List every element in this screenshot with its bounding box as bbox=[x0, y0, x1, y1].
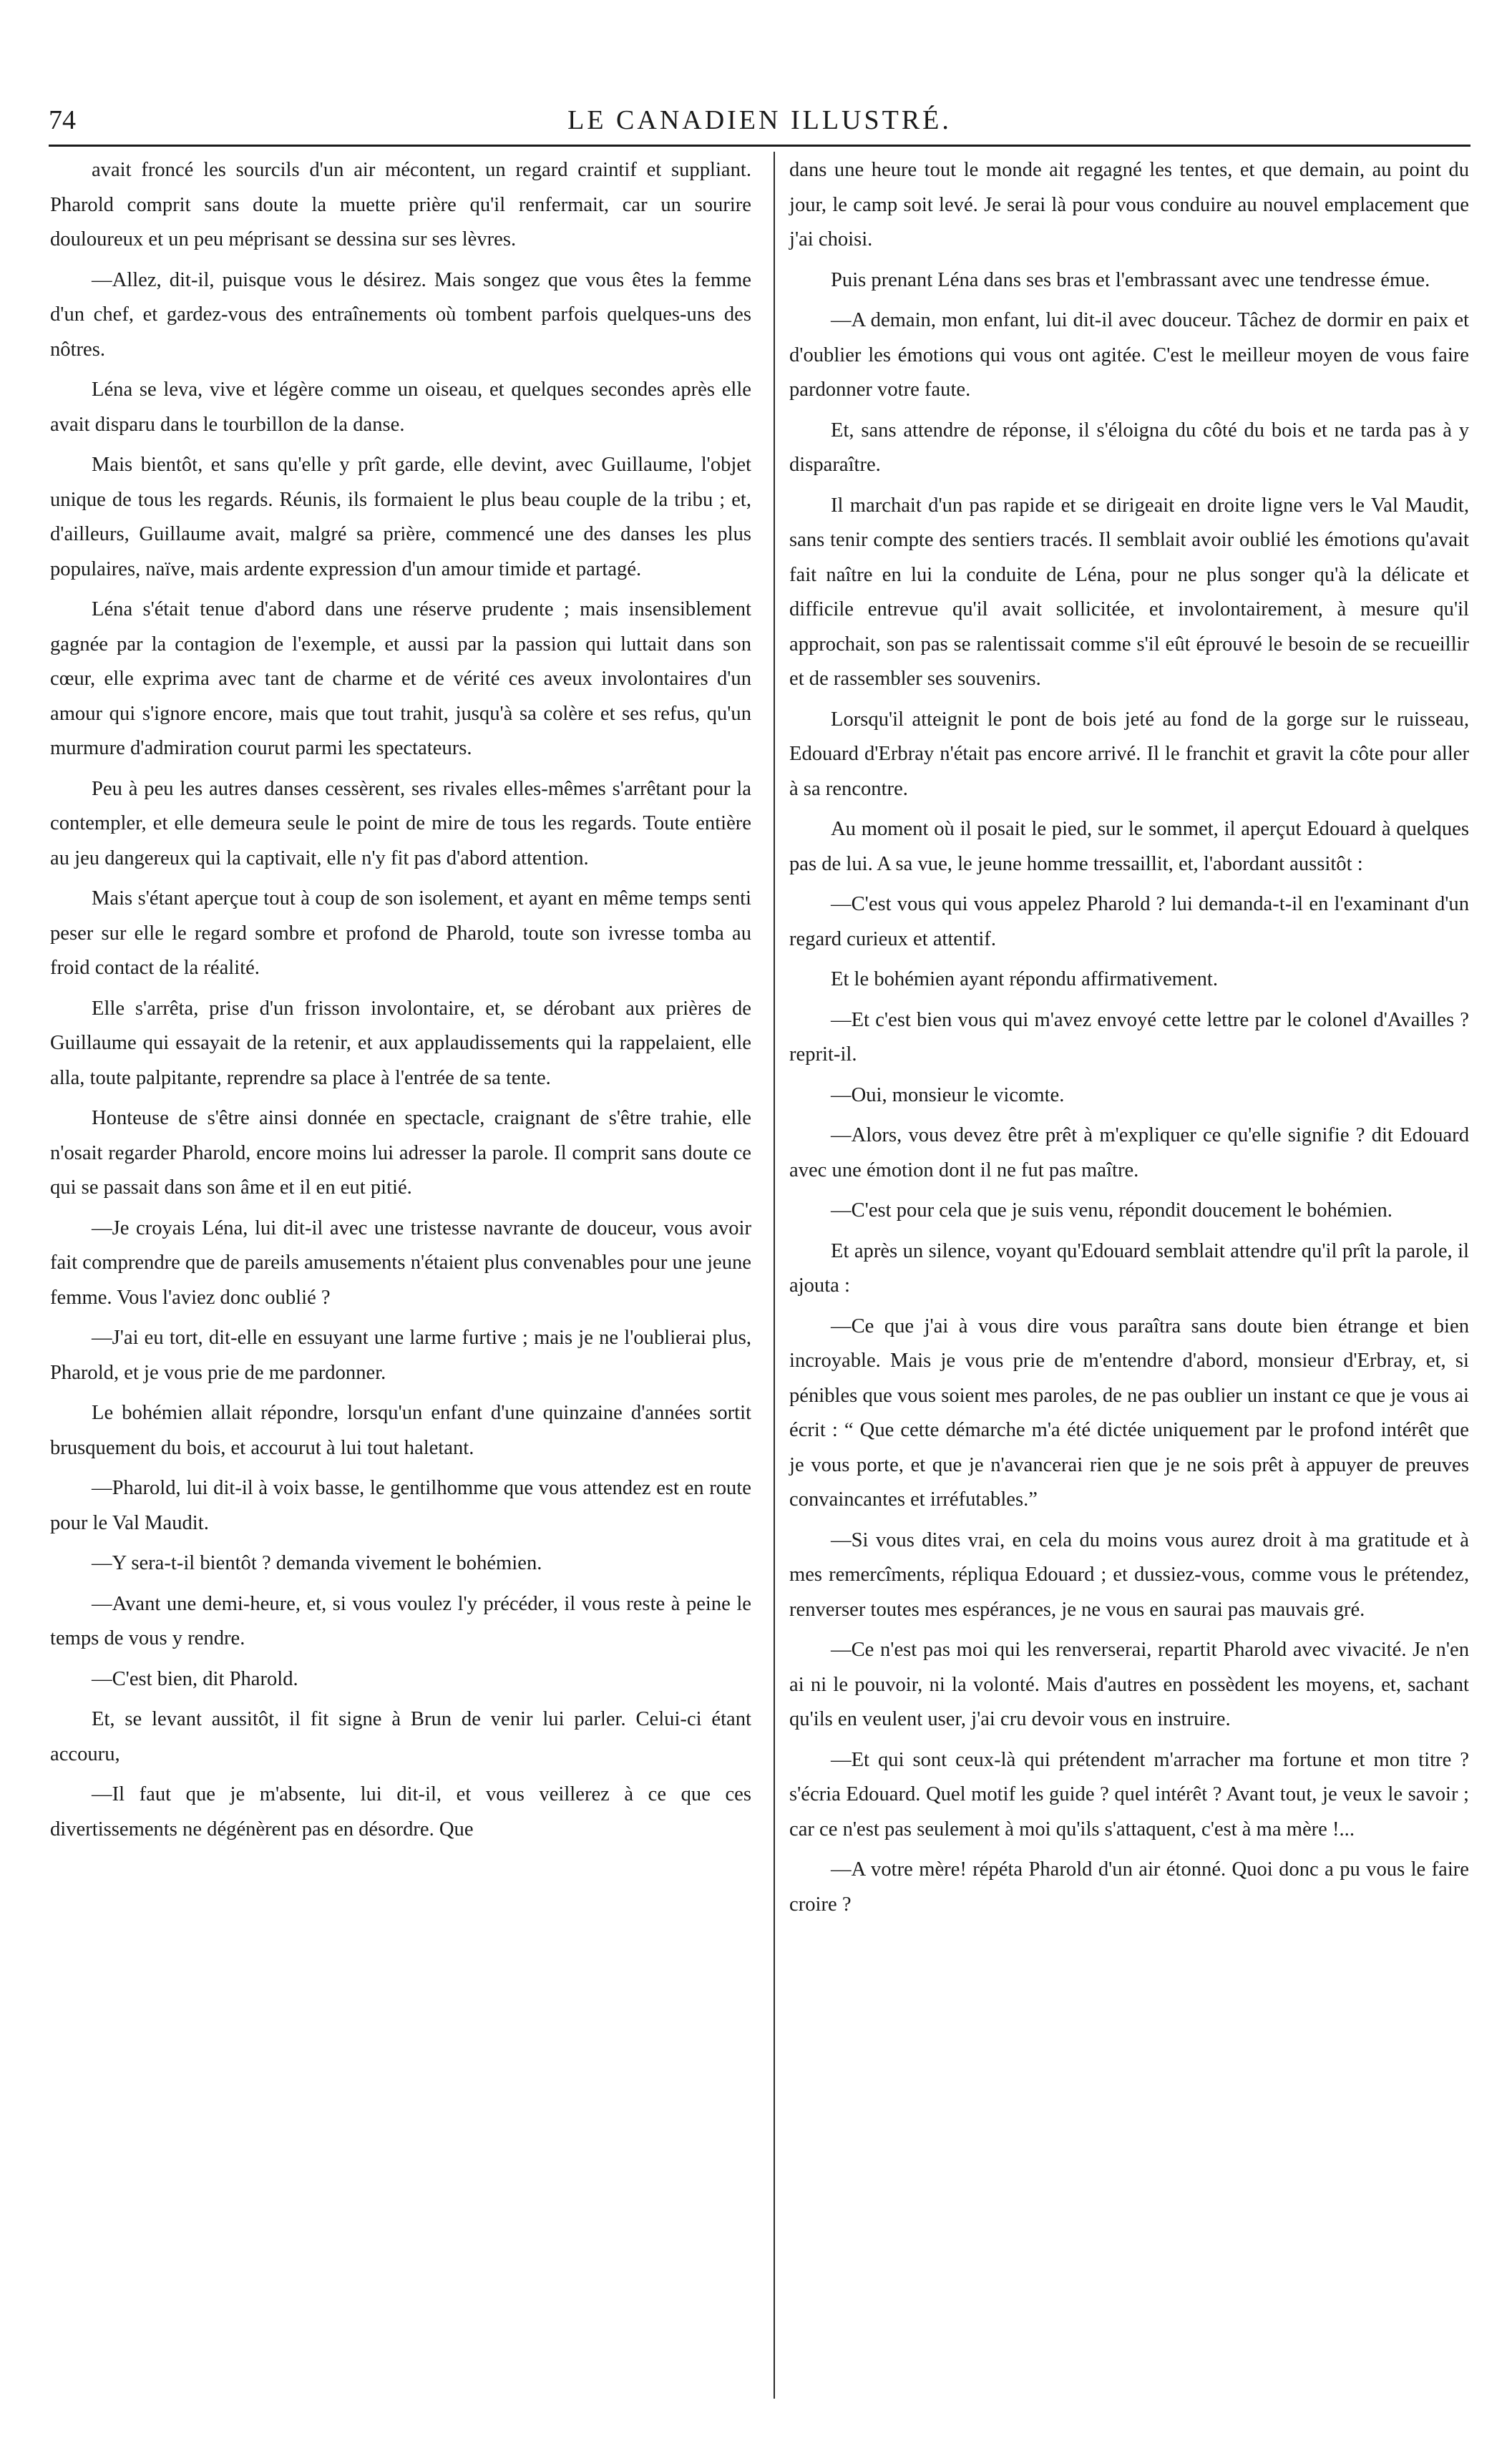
paragraph: —A votre mère! répéta Pharold d'un air étonné. Quoi donc a pu vous le faire croire ? bbox=[789, 1858, 1469, 1916]
running-title: LE CANADIEN ILLUSTRÉ. bbox=[567, 105, 952, 135]
column-divider bbox=[774, 152, 775, 2399]
paragraph: Et, sans attendre de réponse, il s'éloigna du côté du bois et ne tarda pas à y disparaître. bbox=[789, 419, 1469, 476]
paragraph: —Ce n'est pas moi qui les renverserai, repartit Pharold avec vivacité. Je n'en ai ni le pouvoir, ni la volonté. Mais d'autres en possèdent les moyens, et, sachant qu'ils en veulent user, j'ai cru devoir vous en instruire. bbox=[789, 1639, 1469, 1730]
paragraph: —Avant une demi-heure, et, si vous voulez l'y précéder, il vous reste à peine le temps de vous y rendre. bbox=[50, 1592, 751, 1649]
paragraph: Au moment où il posait le pied, sur le sommet, il aperçut Edouard à quelques pas de lui. A sa vue, le jeune homme tressaillit, et, l'abordant aussitôt : bbox=[789, 818, 1469, 875]
paragraph: Léna se leva, vive et légère comme un oiseau, et quelques secondes après elle avait disparu dans le tourbillon de la danse. bbox=[50, 379, 751, 436]
paragraph: Et, se levant aussitôt, il fit signe à Brun de venir lui parler. Celui-ci étant accouru, bbox=[50, 1708, 751, 1765]
page-number: 74 bbox=[49, 105, 76, 135]
page-header bbox=[49, 100, 1470, 147]
paragraph: —Pharold, lui dit-il à voix basse, le gentilhomme que vous attendez est en route pour le Val Maudit. bbox=[50, 1477, 751, 1534]
paragraph: Et le bohémien ayant répondu affirmativement. bbox=[831, 968, 1218, 990]
paragraph: —J'ai eu tort, dit-elle en essuyant une larme furtive ; mais je ne l'oublierai plus, Pharold, et je vous prie de me pardonner. bbox=[50, 1327, 751, 1384]
paragraph: —Oui, monsieur le vicomte. bbox=[831, 1083, 1065, 1106]
paragraph: Elle s'arrêta, prise d'un frisson involontaire, et, se dérobant aux prières de Guillaume qui essayait de la retenir, et aux applaudissements qui la rappelaient, elle alla, toute palpitante, reprendre sa place à l'entrée de sa tente. bbox=[50, 997, 751, 1089]
paragraph: Et après un silence, voyant qu'Edouard semblait attendre qu'il prît la parole, il ajouta : bbox=[789, 1239, 1469, 1297]
paragraph: —Et qui sont ceux-là qui prétendent m'arracher ma fortune et mon titre ? s'écria Edouard. Quel motif les guide ? quel intérêt ? Avant tout, je veux le savoir ; car ce n'est pas seulement à moi qu'ils s'attaquent, c'est à ma mère !... bbox=[789, 1748, 1469, 1840]
paragraph: —Ce que j'ai à vous dire vous paraîtra sans doute bien étrange et bien incroyable. Mais je vous prie de m'entendre d'abord, monsieur d'Erbray, et, si pénibles que vous soient mes paroles, de ne pas oublier un instant ce que je vous ai écrit : “ Que cette démarche m'a été dictée uniquement par le profond intérêt que je vous porte, et que je n'avancerai rien que je ne sois prêt à appuyer de preuves convaincantes et irréfutables.” bbox=[789, 1315, 1469, 1511]
paragraph: Mais s'étant aperçue tout à coup de son isolement, et ayant en même temps senti peser sur elle le regard sombre et profond de Pharold, toute son ivresse tomba au froid contact de la réalité. bbox=[50, 887, 751, 979]
paragraph: Lorsqu'il atteignit le pont de bois jeté au fond de la gorge sur le ruisseau, Edouard d'Erbray n'était pas encore arrivé. Il le franchit et gravit la côte pour aller à sa rencontre. bbox=[789, 708, 1469, 800]
paragraph: —Il faut que je m'absente, lui dit-il, et vous veillerez à ce que ces divertissements ne dégénèrent pas en désordre. Que bbox=[50, 1783, 751, 1840]
paragraph: Puis prenant Léna dans ses bras et l'embrassant avec une tendresse émue. bbox=[831, 268, 1430, 291]
paragraph: —C'est pour cela que je suis venu, répondit doucement le bohémien. bbox=[831, 1199, 1392, 1222]
paragraph: —Je croyais Léna, lui dit-il avec une tristesse navrante de douceur, vous avoir fait comprendre que de pareils amusements n'étaient plus convenables pour une jeune femme. Vous l'aviez donc oublié ? bbox=[50, 1216, 751, 1309]
paragraph: —Allez, dit-il, puisque vous le désirez. Mais songez que vous êtes la femme d'un chef, et gardez-vous des entraînements où tombent parfois quelques-uns des nôtres. bbox=[50, 268, 751, 361]
paragraph: —Et c'est bien vous qui m'avez envoyé cette lettre par le colonel d'Availles ? reprit-il. bbox=[789, 1008, 1469, 1066]
paragraph: Léna s'était tenue d'abord dans une réserve prudente ; mais insensiblement gagnée par la contagion de l'exemple, et aussi par la passion qui luttait dans son cœur, elle exprima avec tant de charme et de vérité ces aveux involontaires d'un amour qui s'ignore encore, mais que tout trahit, jusqu'à sa colère et ses refus, qu'un murmure d'admiration courut parmi les spectateurs. bbox=[50, 598, 751, 759]
paragraph: —C'est vous qui vous appelez Pharold ? lui demanda-t-il en l'examinant d'un regard curieux et attentif. bbox=[789, 893, 1469, 950]
right-column bbox=[789, 153, 1469, 1928]
paragraph: Le bohémien allait répondre, lorsqu'un enfant d'une quinzaine d'années sortit brusquement du bois, et accourut à lui tout haletant. bbox=[50, 1402, 751, 1459]
paragraph: Honteuse de s'être ainsi donnée en spectacle, craignant de s'être trahie, elle n'osait regarder Pharold, encore moins lui adresser la parole. Il comprit sans doute ce qui se passait dans son âme et il en eut pitié. bbox=[50, 1107, 751, 1199]
paragraph: dans une heure tout le monde ait regagné les tentes, et que demain, au point du jour, le camp soit levé. Je serai là pour vous conduire au nouvel emplacement que j'ai choisi. bbox=[789, 159, 1469, 250]
paragraph: —C'est bien, dit Pharold. bbox=[92, 1667, 298, 1690]
paragraph: —Y sera-t-il bientôt ? demanda vivement le bohémien. bbox=[92, 1552, 542, 1574]
paragraph: —Si vous dites vrai, en cela du moins vous aurez droit à ma gratitude et à mes remercîments, répliqua Edouard ; et dussiez-vous, comme vous le prétendez, renverser toutes mes espérances, je ne vous en saurai pas mauvais gré. bbox=[789, 1528, 1469, 1621]
paragraph: Peu à peu les autres danses cessèrent, ses rivales elles-mêmes s'arrêtant pour la contempler, et elle demeura seule le point de mire de tous les regards. Toute entière au jeu dangereux qui la captivait, elle n'y fit pas d'abord attention. bbox=[50, 777, 751, 869]
paragraph: Mais bientôt, et sans qu'elle y prît garde, elle devint, avec Guillaume, l'objet unique de tous les regards. Réunis, ils formaient le plus beau couple de la tribu ; et, d'ailleurs, Guillaume avait, malgré sa prière, commencé une des danses les plus populaires, naïve, mais ardente expression d'un amour timide et partagé. bbox=[50, 454, 751, 580]
paragraph: —Alors, vous devez être prêt à m'expliquer ce qu'elle signifie ? dit Edouard avec une émotion dont il ne fut pas maître. bbox=[789, 1124, 1469, 1181]
paragraph: Il marchait d'un pas rapide et se dirigeait en droite ligne vers le Val Maudit, sans tenir compte des sentiers tracés. Il semblait avoir oublié les émotions qu'avait fait naître en lui la conduite de Léna, pour ne plus songer qu'à la délicate et difficile entrevue qu'il avait sollicitée, et involontairement, à mesure qu'il approchait, son pas se ralentissait comme s'il eût éprouvé le besoin de se recueillir et de rassembler ses souvenirs. bbox=[789, 494, 1469, 690]
paragraph: avait froncé les sourcils d'un air mécontent, un regard craintif et suppliant. Pharold comprit sans doute la muette prière qu'il renfermait, car un sourire douloureux et un peu méprisant se dessina sur ses lèvres. bbox=[50, 159, 751, 250]
paragraph: —A demain, mon enfant, lui dit-il avec douceur. Tâchez de dormir en paix et d'oublier les émotions qui vous ont agitée. C'est le meilleur moyen de vous faire pardonner votre faute. bbox=[789, 309, 1469, 401]
left-column bbox=[50, 153, 751, 1853]
